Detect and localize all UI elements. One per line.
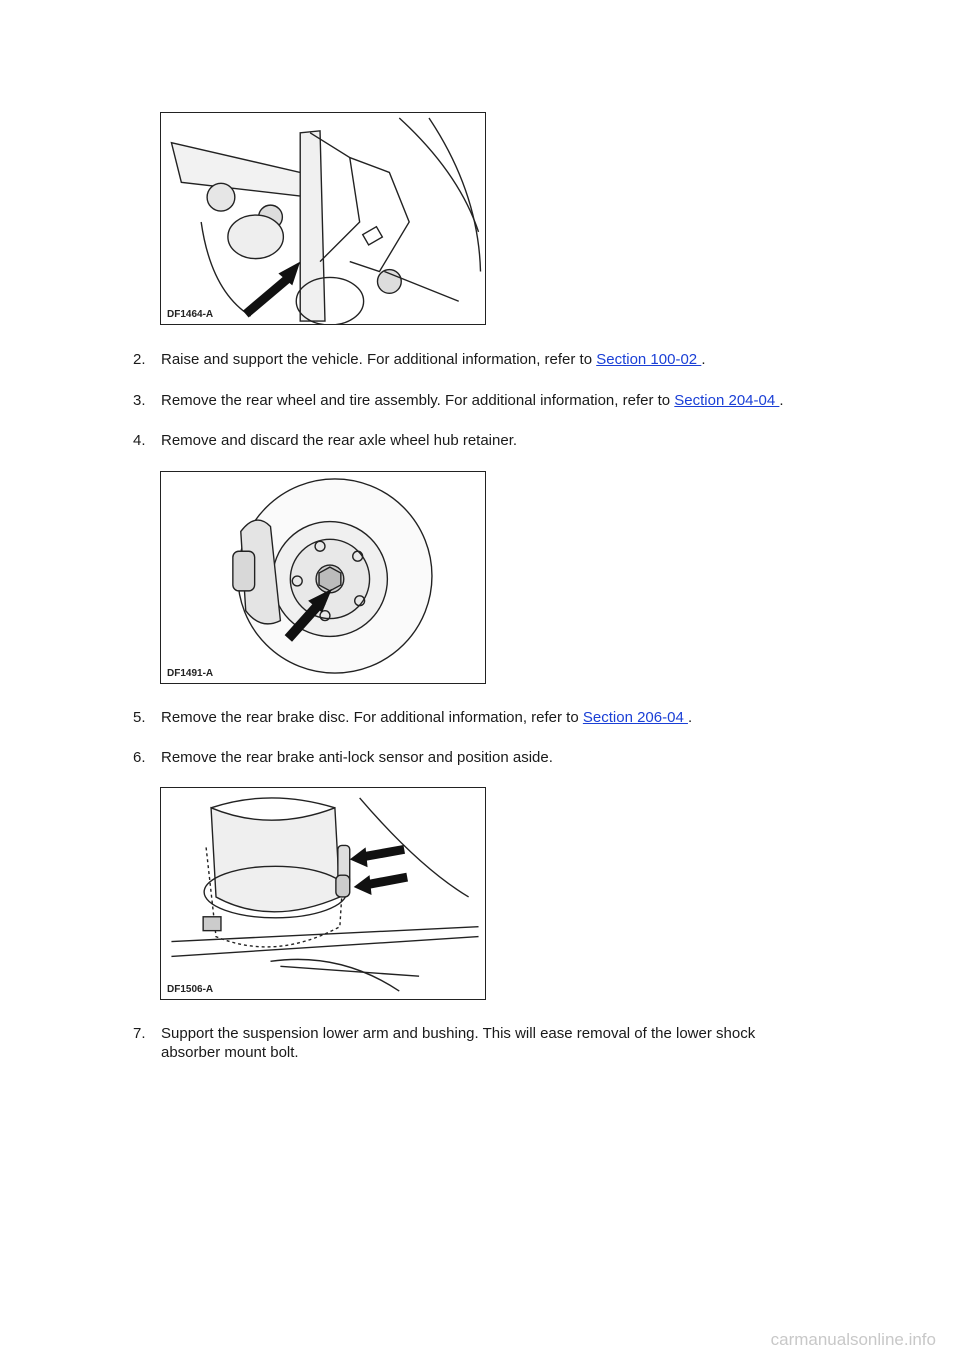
step-text: Remove and discard the rear axle wheel hub retainer. <box>161 432 518 449</box>
step-number: 3. <box>133 392 146 409</box>
step-text: Raise and support the vehicle. For additional information, refer to Section 100-02 . <box>161 351 706 368</box>
section-link[interactable]: Section 206-04 <box>582 709 688 726</box>
figure-label: DF1491-A <box>167 668 214 679</box>
figure-shock-absorber-mount <box>160 112 486 325</box>
step-number: 5. <box>133 709 146 726</box>
section-link[interactable]: Section 204-04 <box>674 392 780 409</box>
figure-label: DF1464-A <box>167 309 214 320</box>
step-text: Support the suspension lower arm and bushing. This will ease removal of the lower shock absorber mount bolt. <box>161 1025 756 1061</box>
step-number: 2. <box>133 351 146 368</box>
figure-label: DF1506-A <box>167 984 214 995</box>
watermark: carmanualsonline.info <box>770 1330 936 1349</box>
step-text: Remove the rear wheel and tire assembly. For additional information, refer to Section 204-04 . <box>161 392 784 409</box>
step-number: 7. <box>133 1025 146 1042</box>
section-link[interactable]: Section 100-02 <box>596 351 702 368</box>
step-text: Remove the rear brake disc. For additional information, refer to Section 206-04 . <box>161 709 693 726</box>
anti-lock-sensor-illustration <box>161 788 485 999</box>
shock-absorber-upper-mount-illustration <box>161 113 485 324</box>
figure-wheel-hub-retainer <box>160 471 486 684</box>
wheel-hub-retainer-illustration <box>161 472 485 683</box>
step-text: Remove the rear brake anti-lock sensor and position aside. <box>161 749 553 766</box>
step-number: 6. <box>133 749 146 766</box>
step-number: 4. <box>133 432 146 449</box>
figure-anti-lock-sensor <box>160 787 486 1000</box>
